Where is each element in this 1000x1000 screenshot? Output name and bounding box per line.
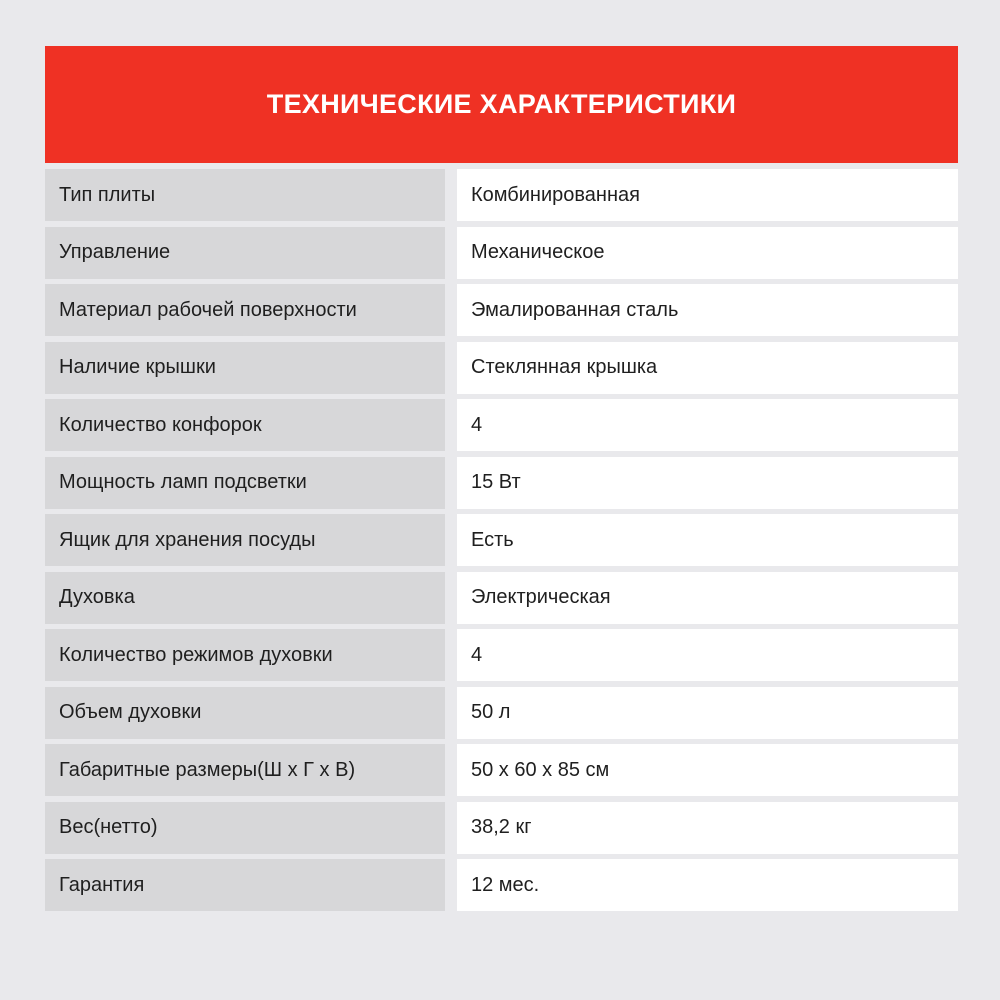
spec-value: 38,2 кг bbox=[457, 802, 958, 854]
spec-header bbox=[45, 46, 958, 163]
table-row bbox=[45, 687, 958, 739]
spec-value: Комбинированная bbox=[457, 169, 958, 221]
table-row bbox=[45, 514, 958, 566]
spec-value: Эмалированная сталь bbox=[457, 284, 958, 336]
page-title: ТЕХНИЧЕСКИЕ ХАРАКТЕРИСТИКИ bbox=[266, 89, 737, 119]
table-row bbox=[45, 572, 958, 624]
table-row bbox=[45, 227, 958, 279]
spec-value: 4 bbox=[457, 629, 958, 681]
spec-value: 15 Вт bbox=[457, 457, 958, 509]
spec-label: Количество конфорок bbox=[45, 399, 445, 451]
spec-label: Мощность ламп подсветки bbox=[45, 457, 445, 509]
spec-label: Вес(нетто) bbox=[45, 802, 445, 854]
table-row bbox=[45, 399, 958, 451]
table-row bbox=[45, 744, 958, 796]
spec-label: Духовка bbox=[45, 572, 445, 624]
table-row bbox=[45, 169, 958, 221]
spec-table bbox=[45, 169, 958, 917]
table-row bbox=[45, 629, 958, 681]
spec-label: Габаритные размеры(Ш х Г х В) bbox=[45, 744, 445, 796]
table-row bbox=[45, 284, 958, 336]
spec-label: Наличие крышки bbox=[45, 342, 445, 394]
spec-label: Гарантия bbox=[45, 859, 445, 911]
spec-label: Управление bbox=[45, 227, 445, 279]
table-row bbox=[45, 457, 958, 509]
spec-value: 4 bbox=[457, 399, 958, 451]
table-row bbox=[45, 802, 958, 854]
spec-label: Ящик для хранения посуды bbox=[45, 514, 445, 566]
spec-value: Механическое bbox=[457, 227, 958, 279]
spec-value: Есть bbox=[457, 514, 958, 566]
spec-label: Материал рабочей поверхности bbox=[45, 284, 445, 336]
spec-label: Тип плиты bbox=[45, 169, 445, 221]
spec-value: 12 мес. bbox=[457, 859, 958, 911]
spec-value: Электрическая bbox=[457, 572, 958, 624]
spec-label: Количество режимов духовки bbox=[45, 629, 445, 681]
spec-label: Объем духовки bbox=[45, 687, 445, 739]
table-row bbox=[45, 342, 958, 394]
spec-value: 50 л bbox=[457, 687, 958, 739]
spec-value: Стеклянная крышка bbox=[457, 342, 958, 394]
spec-value: 50 х 60 х 85 см bbox=[457, 744, 958, 796]
table-row bbox=[45, 859, 958, 911]
